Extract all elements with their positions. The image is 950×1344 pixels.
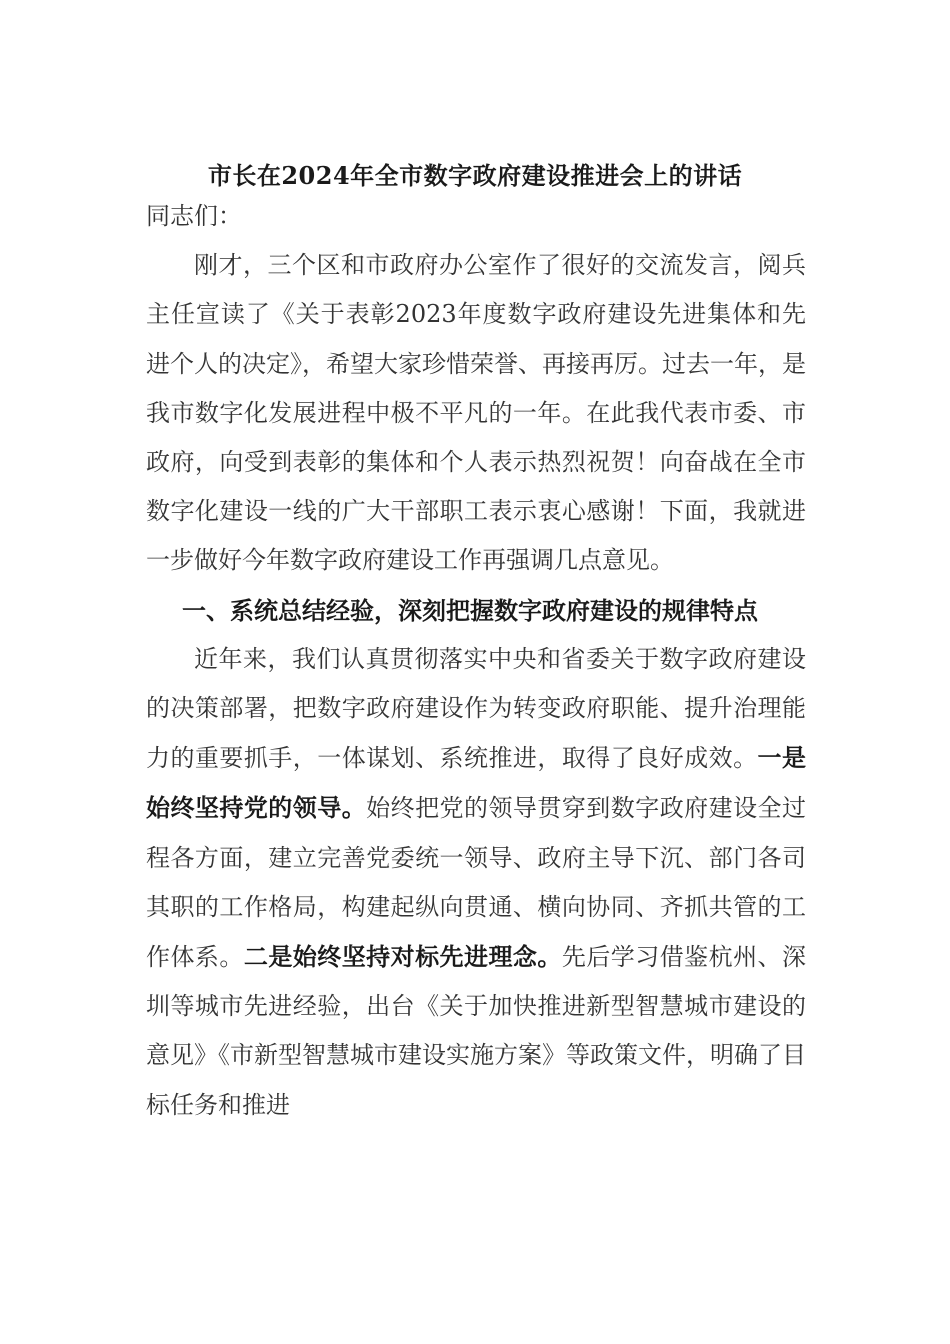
salutation: 同志们：: [146, 202, 242, 230]
point-1-text: 始终把党的领导贯穿到数字政府建设全过程各方面，建立完善党委统一领导、政府主导下沉、部门各司其职的工作格局，构建起纵向贯通、横向协同、齐抓共管的工作体系。: [146, 794, 807, 972]
document-title: 市长在2024年全市数字政府建设推进会上的讲话: [207, 161, 743, 190]
section-1-intro: 近年来，我们认真贯彻落实中央和省委关于数字政府建设的决策部署，把数字政府建设作为转变政府职能、提升治理能力的重要抓手，一体谋划、系统推进，取得了良好成效。: [146, 644, 806, 773]
section-1-paragraph: [146, 635, 806, 1130]
point-1-title: 一是始终坚持党的领导。: [146, 743, 807, 823]
point-2-title: 二是始终坚持对标先进理念。: [243, 942, 562, 972]
document-body: [146, 192, 806, 1130]
point-2-text: 先后学习借鉴杭州、深圳等城市先进经验，出台《关于加快推进新型智慧城市建设的意见》《市新型智慧城市建设实施方案》等政策文件，明确了目标任务和推进: [146, 943, 807, 1119]
section-heading-1: 一、系统总结经验，深刻把握数字政府建设的规律特点: [182, 595, 758, 625]
opening-paragraph: 刚才，三个区和市政府办公室作了很好的交流发言，阅兵主任宣读了《关于表彰2023年度数字政府建设先进集体和先进个人的决定》，希望大家珍惜荣誉、再接再厉。过去一年，是我市数字化发展进程中极不平凡的一年。在此我代表市委、市政府，向受到表彰的集体和个人表示热烈祝贺！向奋战在全市数字化建设一线的广大干部职工表示衷心感谢！下面，我就进一步做好今年数字政府建设工作再强调几点意见。: [146, 251, 806, 575]
